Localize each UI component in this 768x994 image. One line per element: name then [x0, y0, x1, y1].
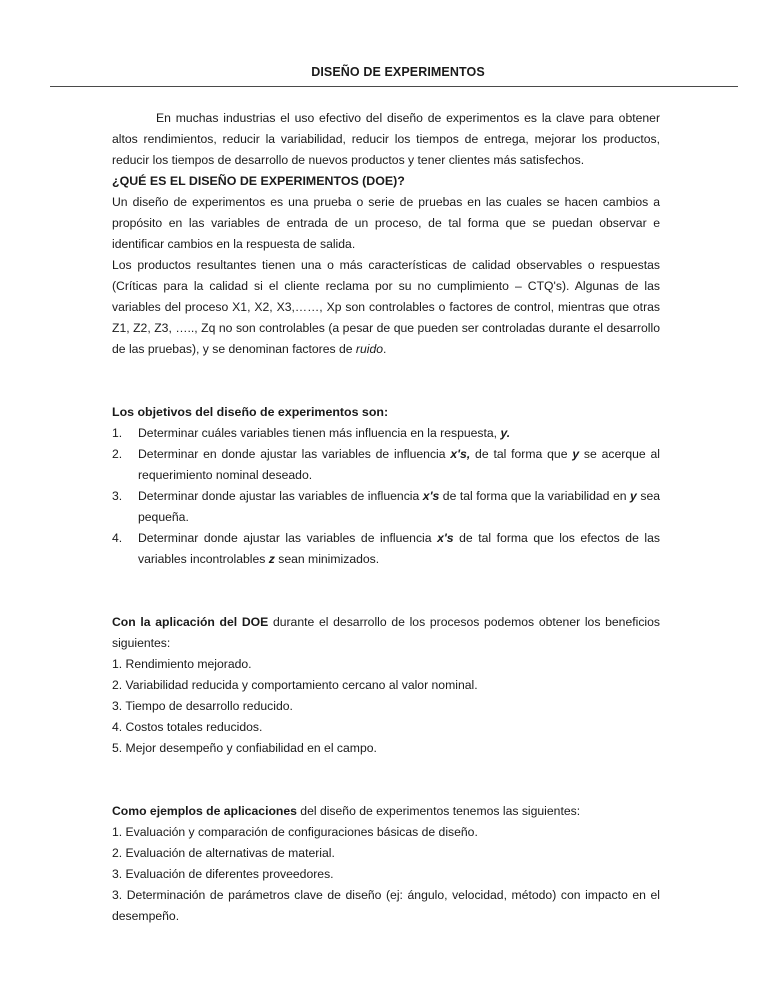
- document-body: [112, 87, 660, 927]
- objective-item-3-number: 3.: [112, 489, 123, 503]
- benefits-lead-text: durante el desarrollo de los procesos podemos obtener los beneficios siguientes:: [112, 615, 661, 650]
- heading-what-is-doe: ¿QUÉ ES EL DISEÑO DE EXPERIMENTOS (DOE)?: [112, 174, 405, 188]
- spacer-before-objectives-2: [112, 381, 660, 402]
- objective-item-1-variable-a: y.: [500, 426, 511, 440]
- doe-paragraph-2: [112, 255, 660, 360]
- benefit-item-2: 2. Variabilidad reducida y comportamiento cercano al valor nominal.: [112, 678, 478, 692]
- benefit-item-3: 3. Tiempo de desarrollo reducido.: [112, 699, 293, 713]
- benefits-lead-emphasis: Con la aplicación del DOE: [112, 615, 269, 629]
- examples-list: [112, 822, 660, 927]
- objective-item-4-number: 4.: [112, 531, 123, 545]
- objective-item-1: [112, 423, 660, 444]
- benefit-item-5: 5. Mejor desempeño y confiabilidad en el campo.: [112, 741, 377, 755]
- intro-paragraph: En muchas industrias el uso efectivo del diseño de experimentos es la clave para obtener altos rendimientos, reducir la variabilidad, reducir los tiempos de entrega, mejorar los productos, reducir los tiempos de desarrollo de nuevos productos y tener clientes más satisfechos.: [112, 111, 660, 167]
- objective-item-4: [112, 528, 660, 570]
- objective-item-3-text-a: Determinar donde ajustar las variables de influencia: [138, 489, 423, 503]
- heading-objectives: Los objetivos del diseño de experimentos son:: [112, 405, 389, 419]
- objective-item-2-number: 2.: [112, 447, 123, 461]
- benefits-list: [112, 654, 660, 759]
- spacer-before-benefits-2: [112, 591, 660, 612]
- doe-paragraph-2-emphasis-ruido: ruido: [355, 342, 384, 356]
- objective-item-4-text-b: de tal forma que los efectos de las variables incontrolables: [138, 531, 660, 566]
- objective-item-2-text-c: se acerque al requerimiento nominal deseado.: [138, 447, 660, 482]
- example-item-3: 3. Evaluación de diferentes proveedores.: [112, 867, 334, 881]
- example-item-4: 3. Determinación de parámetros clave de diseño (ej: ángulo, velocidad, método) con impacto en el desempeño.: [112, 888, 660, 923]
- objective-item-1-text-a: Determinar cuáles variables tienen más influencia en la respuesta,: [138, 426, 501, 440]
- objective-item-3-text-c: sea pequeña.: [138, 489, 660, 524]
- document-content: [50, 0, 738, 927]
- objective-item-3-variable-a: x's: [422, 489, 440, 503]
- benefit-item-4: 4. Costos totales reducidos.: [112, 720, 263, 734]
- spacer-before-objectives: [112, 360, 660, 381]
- spacer-before-benefits: [112, 570, 660, 591]
- objective-item-3: [112, 486, 660, 528]
- doe-paragraph-2-text-lead: Los productos resultantes tienen una o más características de calidad observables o respuestas (Críticas para la calidad si el cliente reclama por su no cumplimiento – CTQ's). Algunas de las variables del proceso X1, X2, X3,……, Xp son controlables o factores de control, mientras que otras Z1, Z2, Z3, ….., Zq no son controlables (a pesar de que pueden ser controladas durante el desarrollo de las pruebas), y se denominan factores de: [112, 258, 660, 356]
- objectives-list: [112, 423, 660, 570]
- benefit-item-1: 1. Rendimiento mejorado.: [112, 657, 252, 671]
- objective-item-4-variable-b: z: [268, 552, 275, 566]
- doe-paragraph-2-text-tail: .: [383, 342, 387, 356]
- example-item-1: 1. Evaluación y comparación de configuraciones básicas de diseño.: [112, 825, 478, 839]
- examples-lead-emphasis: Como ejemplos de aplicaciones: [112, 804, 297, 818]
- objective-item-2: [112, 444, 660, 486]
- page-title: DISEÑO DE EXPERIMENTOS: [311, 65, 485, 79]
- spacer-before-intro: [112, 87, 660, 108]
- spacer-before-examples-2: [112, 780, 660, 801]
- objective-item-1-number: 1.: [112, 426, 123, 440]
- objective-item-2-variable-a: x's,: [450, 447, 471, 461]
- benefits-lead-paragraph: [112, 612, 660, 654]
- objective-item-3-variable-b: y: [630, 489, 637, 503]
- example-item-2: 2. Evaluación de alternativas de material.: [112, 846, 335, 860]
- examples-lead-paragraph: [112, 801, 660, 822]
- objective-item-4-text-a: Determinar donde ajustar las variables de influencia: [138, 531, 438, 545]
- doe-paragraph-1: Un diseño de experimentos es una prueba o serie de pruebas en las cuales se hacen cambios a propósito en las variables de entrada de un proceso, de tal forma que se puedan observar e identificar cambios en la respuesta de salida.: [112, 195, 660, 251]
- objective-item-2-text-b: de tal forma que: [470, 447, 573, 461]
- spacer-before-examples: [112, 759, 660, 780]
- objective-item-2-variable-b: y: [572, 447, 580, 461]
- objective-item-2-text-a: Determinar en donde ajustar las variables de influencia: [138, 447, 451, 461]
- objective-item-4-text-c: sean minimizados.: [274, 552, 380, 566]
- objective-item-3-text-b: de tal forma que la variabilidad en: [439, 489, 631, 503]
- examples-lead-text: del diseño de experimentos tenemos las siguientes:: [296, 804, 581, 818]
- objective-item-4-variable-a: x's: [437, 531, 454, 545]
